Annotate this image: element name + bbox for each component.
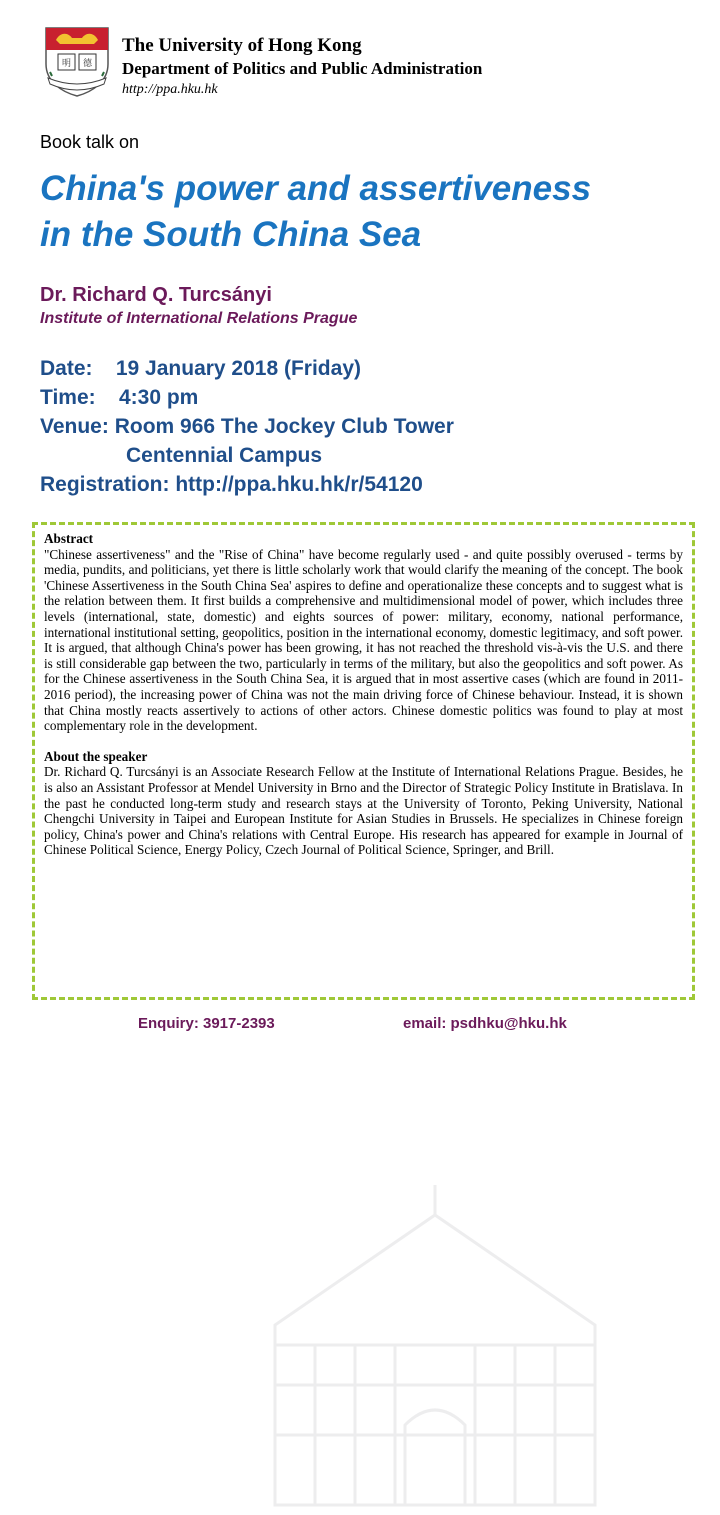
time-row (40, 383, 454, 412)
date-label: Date: (40, 357, 93, 380)
registration-link[interactable]: http://ppa.hku.hk/r/54120 (175, 473, 423, 496)
registration-label: Registration: (40, 473, 170, 496)
speaker-bio-heading: About the speaker (44, 748, 148, 764)
contact-email[interactable]: email: psdhku@hku.hk (403, 1015, 567, 1032)
date-row (40, 354, 454, 383)
svg-text:明: 明 (61, 59, 72, 69)
abstract-box (32, 522, 695, 1000)
talk-title-line1: China's power and assertiveness (40, 169, 592, 208)
venue-value-2: Centennial Campus (126, 444, 323, 467)
venue-label: Venue: (40, 415, 109, 438)
speaker-affiliation: Institute of International Relations Prague (40, 310, 358, 327)
registration-row (40, 470, 454, 499)
venue-row (40, 412, 454, 441)
abstract-heading: Abstract (44, 531, 94, 546)
speaker-name: Dr. Richard Q. Turcsányi (40, 284, 272, 306)
hku-building-watermark-icon (255, 1175, 615, 1515)
abstract-content (44, 531, 683, 858)
venue-value: Room 966 The Jockey Club Tower (114, 415, 454, 438)
talk-title (40, 166, 700, 258)
speaker-bio-text: Dr. Richard Q. Turcsányi is an Associate Research Fellow at the Institute of International Relations Prague. Besides, he is also an Assistant Professor at Mendel University in Brno and the Director of Strategic Policy Institute in Bratislava. In the past he conducted long-term study and research stays at the University of Toronto, Peking University, National Chengchi University in Taipei and European Institute for Asian Studies in Brussels. He specializes in Chinese foreign policy, China's power and China's relations with Central Europe. His research has appeared for example in Journal of Chinese Political Science, Energy Policy, Czech Journal of Political Science, Springer, and Brill. (44, 764, 683, 858)
abstract-text: "Chinese assertiveness" and the "Rise of China" have become regularly used - and quite possibly overused - terms by media, pundits, and politicians, yet there is little scholarly work that would clarify the meaning of the concept. The book 'Chinese Assertiveness in the South China Sea' aspires to define and operationalize these concepts and to suggest what is the relation between them. It first builds a comprehensive and multidimensional model of power, which includes three levels (international, state, domestic) and eights sources of power: military, economy, national performance, international institutional setting, geopolitics, position in the international economy, domestic legitimacy, and soft power. It is argued, that although China's power has been growing, it has not reached the threshold vis-à-vis the U.S. and there is still considerable gap between the two, particularly in terms of the military, but also the geopolitics and soft power. As for the Chinese assertiveness in the South China Sea, it is argued that in most assertive cases (which are found in 2011-2016 period), the increasing power of China was not the main driving force of Chinese behaviour. Instead, it is shown that China mostly reacts assertively to actions of other actors. Chinese domestic politics was found to play at most complementary role in the development. (44, 546, 683, 734)
enquiry-phone: Enquiry: 3917-2393 (138, 1015, 275, 1032)
talk-title-line2: in the South China Sea (40, 215, 422, 254)
time-value: 4:30 pm (118, 386, 199, 409)
time-label: Time: (40, 386, 96, 409)
talk-intro: Book talk on (40, 132, 140, 152)
department-url[interactable]: http://ppa.hku.hk (122, 82, 218, 97)
event-details (40, 354, 454, 499)
university-name: The University of Hong Kong (122, 35, 362, 56)
university-header (122, 34, 482, 100)
department-name: Department of Politics and Public Administration (122, 59, 483, 78)
venue-row-2 (40, 441, 454, 470)
hku-crest-icon (42, 26, 112, 98)
date-value: 19 January 2018 (Friday) (115, 357, 361, 380)
svg-text:德: 德 (82, 59, 93, 69)
